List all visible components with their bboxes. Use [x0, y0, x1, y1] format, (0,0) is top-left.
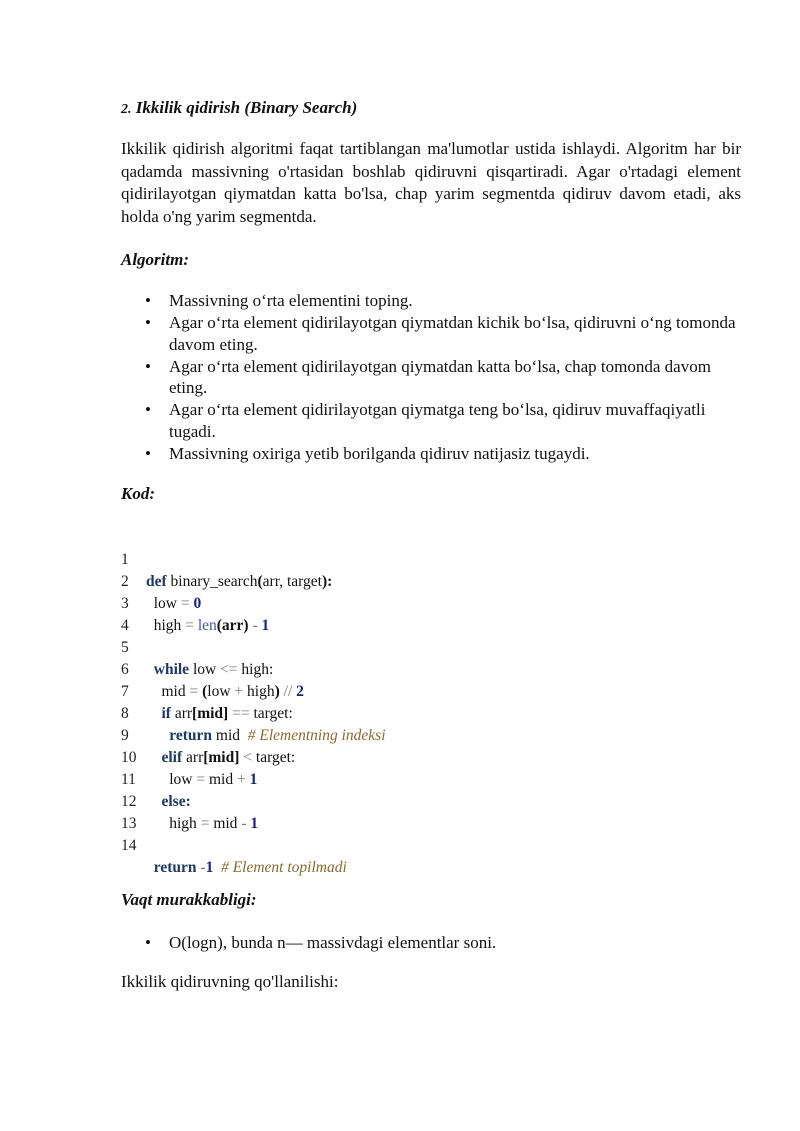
line-number: 3 [121, 595, 129, 612]
code-line: 2 low = 0 [121, 573, 202, 612]
bullet-icon: • [145, 356, 151, 376]
list-item: • Agar o‘rta element qidirilayotgan qiymatdan kichik bo‘lsa, qidiruvni o‘ng tomonda davom eting. [145, 313, 736, 354]
code-block [121, 527, 386, 876]
bullet-icon: • [145, 313, 151, 332]
line-number: 7 [121, 683, 129, 700]
complexity-list [121, 932, 741, 954]
line-number: 9 [121, 727, 129, 744]
code-line: 6 mid = (low + high) // 2 [121, 661, 304, 700]
section-title-text: Ikkilik qidirish (Binary Search) [135, 98, 358, 117]
code-line: 12 high = mid - 1 [121, 793, 259, 832]
bullet-icon: • [145, 933, 151, 952]
code-line: 5 while low <= high: [121, 639, 274, 678]
list-item: • Agar o‘rta element qidirilayotgan qiymatga teng bo‘lsa, qidiruv muvaffaqiyatli tugadi. [145, 400, 706, 441]
algorithm-heading: Algoritm: [121, 250, 190, 269]
code-line: 14 return -1 # Element topilmadi [121, 837, 347, 876]
line-number: 11 [121, 771, 136, 788]
list-item: • Massivning o‘rta elementini toping. [145, 291, 413, 310]
line-number: 2 [121, 573, 129, 590]
list-item: • O(logn), bunda n— massivdagi elementlar soni. [145, 933, 497, 952]
code-line [121, 593, 137, 634]
code-line: 11 else: [121, 771, 191, 810]
code-line: 1 def binary_search(arr, target): [121, 551, 333, 590]
line-number: 10 [121, 749, 137, 766]
code-heading: Kod: [121, 484, 155, 503]
line-number: 4 [121, 617, 129, 634]
section-number: 2. [121, 102, 132, 117]
code-line: 3 high = len(arr) - 1 [121, 595, 270, 634]
line-number: 8 [121, 705, 129, 722]
line-number: 1 [121, 551, 129, 568]
section-title [121, 96, 741, 122]
list-item: • Agar o‘rta element qidirilayotgan qiymatdan katta bo‘lsa, chap tomonda davom eting. [145, 356, 711, 397]
list-item: • Massivning oxiriga yetib borilganda qidiruv natijasiz tugaydi. [145, 443, 590, 463]
document-body [121, 96, 741, 506]
document-body-lower [121, 888, 741, 993]
algorithm-list [121, 290, 741, 464]
line-number: 6 [121, 661, 129, 678]
intro-paragraph: Ikkilik qidirish algoritmi faqat tartiblangan ma'lumotlar ustida ishlaydi. Algoritm har bir qadamda massivning o'rtasidan boshlab qidiruvni qisqartiradi. Agar o'rtadagi element qidirilayotgan qiymatdan katta bo'lsa, chap yarim segmentda qidiruv davom etadi, aks holda o'ng yarim segmentda. [121, 139, 741, 226]
code-line: 8 return mid # Elementning indeksi [121, 705, 386, 744]
bullet-icon: • [145, 291, 151, 310]
usage-text: Ikkilik qidiruvning qo'llanilishi: [121, 971, 339, 991]
code-line [121, 791, 137, 832]
code-line: 9 elif arr[mid] < target: [121, 727, 296, 766]
line-number: 12 [121, 793, 137, 810]
code-line: 7 if arr[mid] == target: [121, 683, 293, 722]
code-line: 10 low = mid + 1 [121, 749, 258, 788]
line-number: 14 [121, 837, 137, 854]
line-number: 5 [121, 639, 129, 656]
bullet-icon: • [145, 443, 151, 463]
line-number: 13 [121, 815, 137, 832]
bullet-icon: • [145, 400, 151, 419]
complexity-heading: Vaqt murakkabligi: [121, 890, 257, 909]
